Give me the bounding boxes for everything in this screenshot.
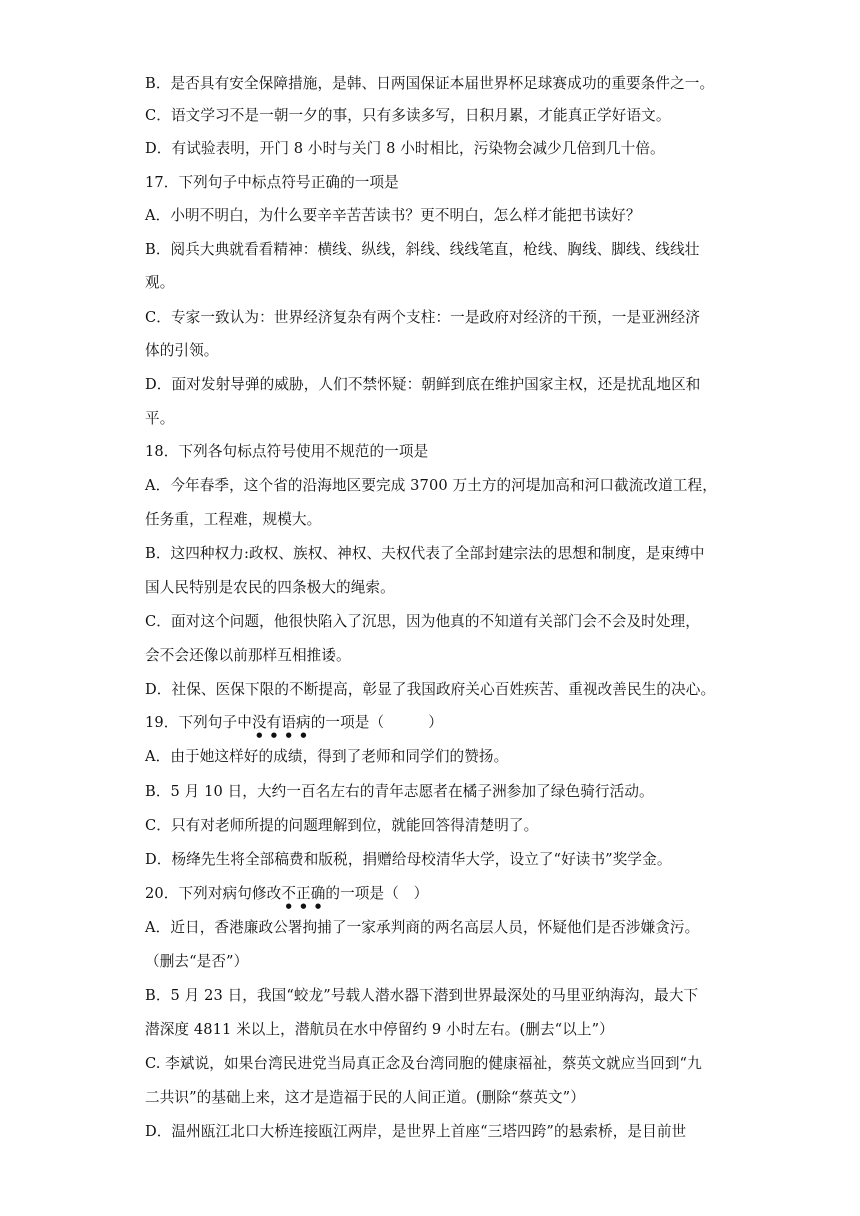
- text-line: 潜深度 4811 米以上，潜航员在水中停留约 9 小时左右。(删去“以上”）: [145, 1021, 614, 1038]
- stem-prefix: 19．下列句子中: [145, 714, 252, 731]
- text-line: 国人民特别是农民的四条极大的绳索。: [145, 579, 395, 596]
- text-line: 平。: [145, 410, 175, 427]
- text-line: D．有试验表明，开门 8 小时与关门 8 小时相比，污染物会减少几倍到几十倍。: [145, 140, 665, 157]
- text-line: A．小明不明白，为什么要辛辛苦苦读书？更不明白，怎么样才能把书读好？: [145, 207, 641, 224]
- text-line: C. 李斌说，如果台湾民进党当局真正念及台湾同胞的健康福祉，蔡英文就应当回到“九: [145, 1055, 702, 1072]
- question-17-stem: 17．下列句子中标点符号正确的一项是: [145, 174, 399, 191]
- text-line: A．由于她这样好的成绩，得到了老师和同学们的赞扬。: [145, 748, 509, 765]
- stem-suffix: 的一项是（ ）: [325, 885, 429, 902]
- text-line: A．今年春季，这个省的沿海地区要完成 3700 万土方的河堤加高和河口截流改道工程，: [145, 477, 717, 494]
- text-line: B．阅兵大典就看看精神：横线、纵线，斜线、线线笔直，枪线、胸线、脚线、线线壮: [145, 241, 700, 258]
- question-18-stem: 18．下列各句标点符号使用不规范的一项是: [145, 443, 429, 460]
- text-line: D．社保、医保下限的不断提高，彰显了我国政府关心百姓疾苦、重视改善民生的决心。: [145, 681, 716, 698]
- text-line: B．5 月 10 日，大约一百名左右的青年志愿者在橘子洲参加了绿色骑行活动。: [145, 783, 654, 800]
- text-line: 二共识”的基础上来，这才是造福于民的人间正道。(删除“蔡英文”）: [145, 1089, 585, 1106]
- text-line: B．5 月 23 日，我国“蛟龙”号载人潜水器下潜到世界最深处的马里亚纳海沟，最大下: [145, 987, 699, 1004]
- text-line: 任务重，工程难，规模大。: [145, 511, 322, 528]
- text-line: D．温州瓯江北口大桥连接瓯江两岸，是世界上首座“三塔四跨”的悬索桥，是目前世: [145, 1123, 687, 1140]
- text-line: 体的引领。: [145, 342, 219, 359]
- emphasized-phrase: 不正确: [281, 885, 326, 902]
- text-line: B．是否具有安全保障措施，是韩、日两国保证本届世界杯足球赛成功的重要条件之一。: [145, 75, 715, 92]
- text-line: A．近日，香港廉政公署拘捕了一家承判商的两名高层人员，怀疑他们是否涉嫌贪污。: [145, 919, 700, 936]
- stem-suffix: 的一项是（ ）: [310, 714, 443, 731]
- text-line: C．只有对老师所提的问题理解到位，就能回答得清楚明了。: [145, 817, 539, 834]
- text-line: 会不会还像以前那样互相推诿。: [145, 647, 351, 664]
- text-line: C．面对这个问题，他很快陷入了沉思，因为他真的不知道有关部门会不会及时处理，: [145, 613, 700, 630]
- text-line: D．杨绛先生将全部稿费和版税，捐赠给母校清华大学，设立了“好读书”奖学金。: [145, 851, 672, 868]
- text-line: C．语文学习不是一朝一夕的事，只有多读多写，日积月累，才能真正学好语文。: [145, 107, 671, 124]
- stem-prefix: 20．下列对病句修改: [145, 885, 282, 902]
- text-line: C．专家一致认为：世界经济复杂有两个支柱：一是政府对经济的干预，一是亚洲经济: [145, 309, 700, 326]
- text-line: B．这四种权力:政权、族权、神权、夫权代表了全部封建宗法的思想和制度，是束缚中: [145, 545, 705, 562]
- emphasized-phrase: 没有语病: [251, 714, 311, 731]
- text-line: （删去“是否”）: [145, 953, 249, 970]
- text-line: D．面对发射导弹的威胁，人们不禁怀疑：朝鲜到底在维护国家主权，还是扰乱地区和: [145, 376, 701, 393]
- question-19-stem: [145, 713, 725, 739]
- question-20-stem: [145, 884, 725, 910]
- text-line: 观。: [145, 274, 175, 291]
